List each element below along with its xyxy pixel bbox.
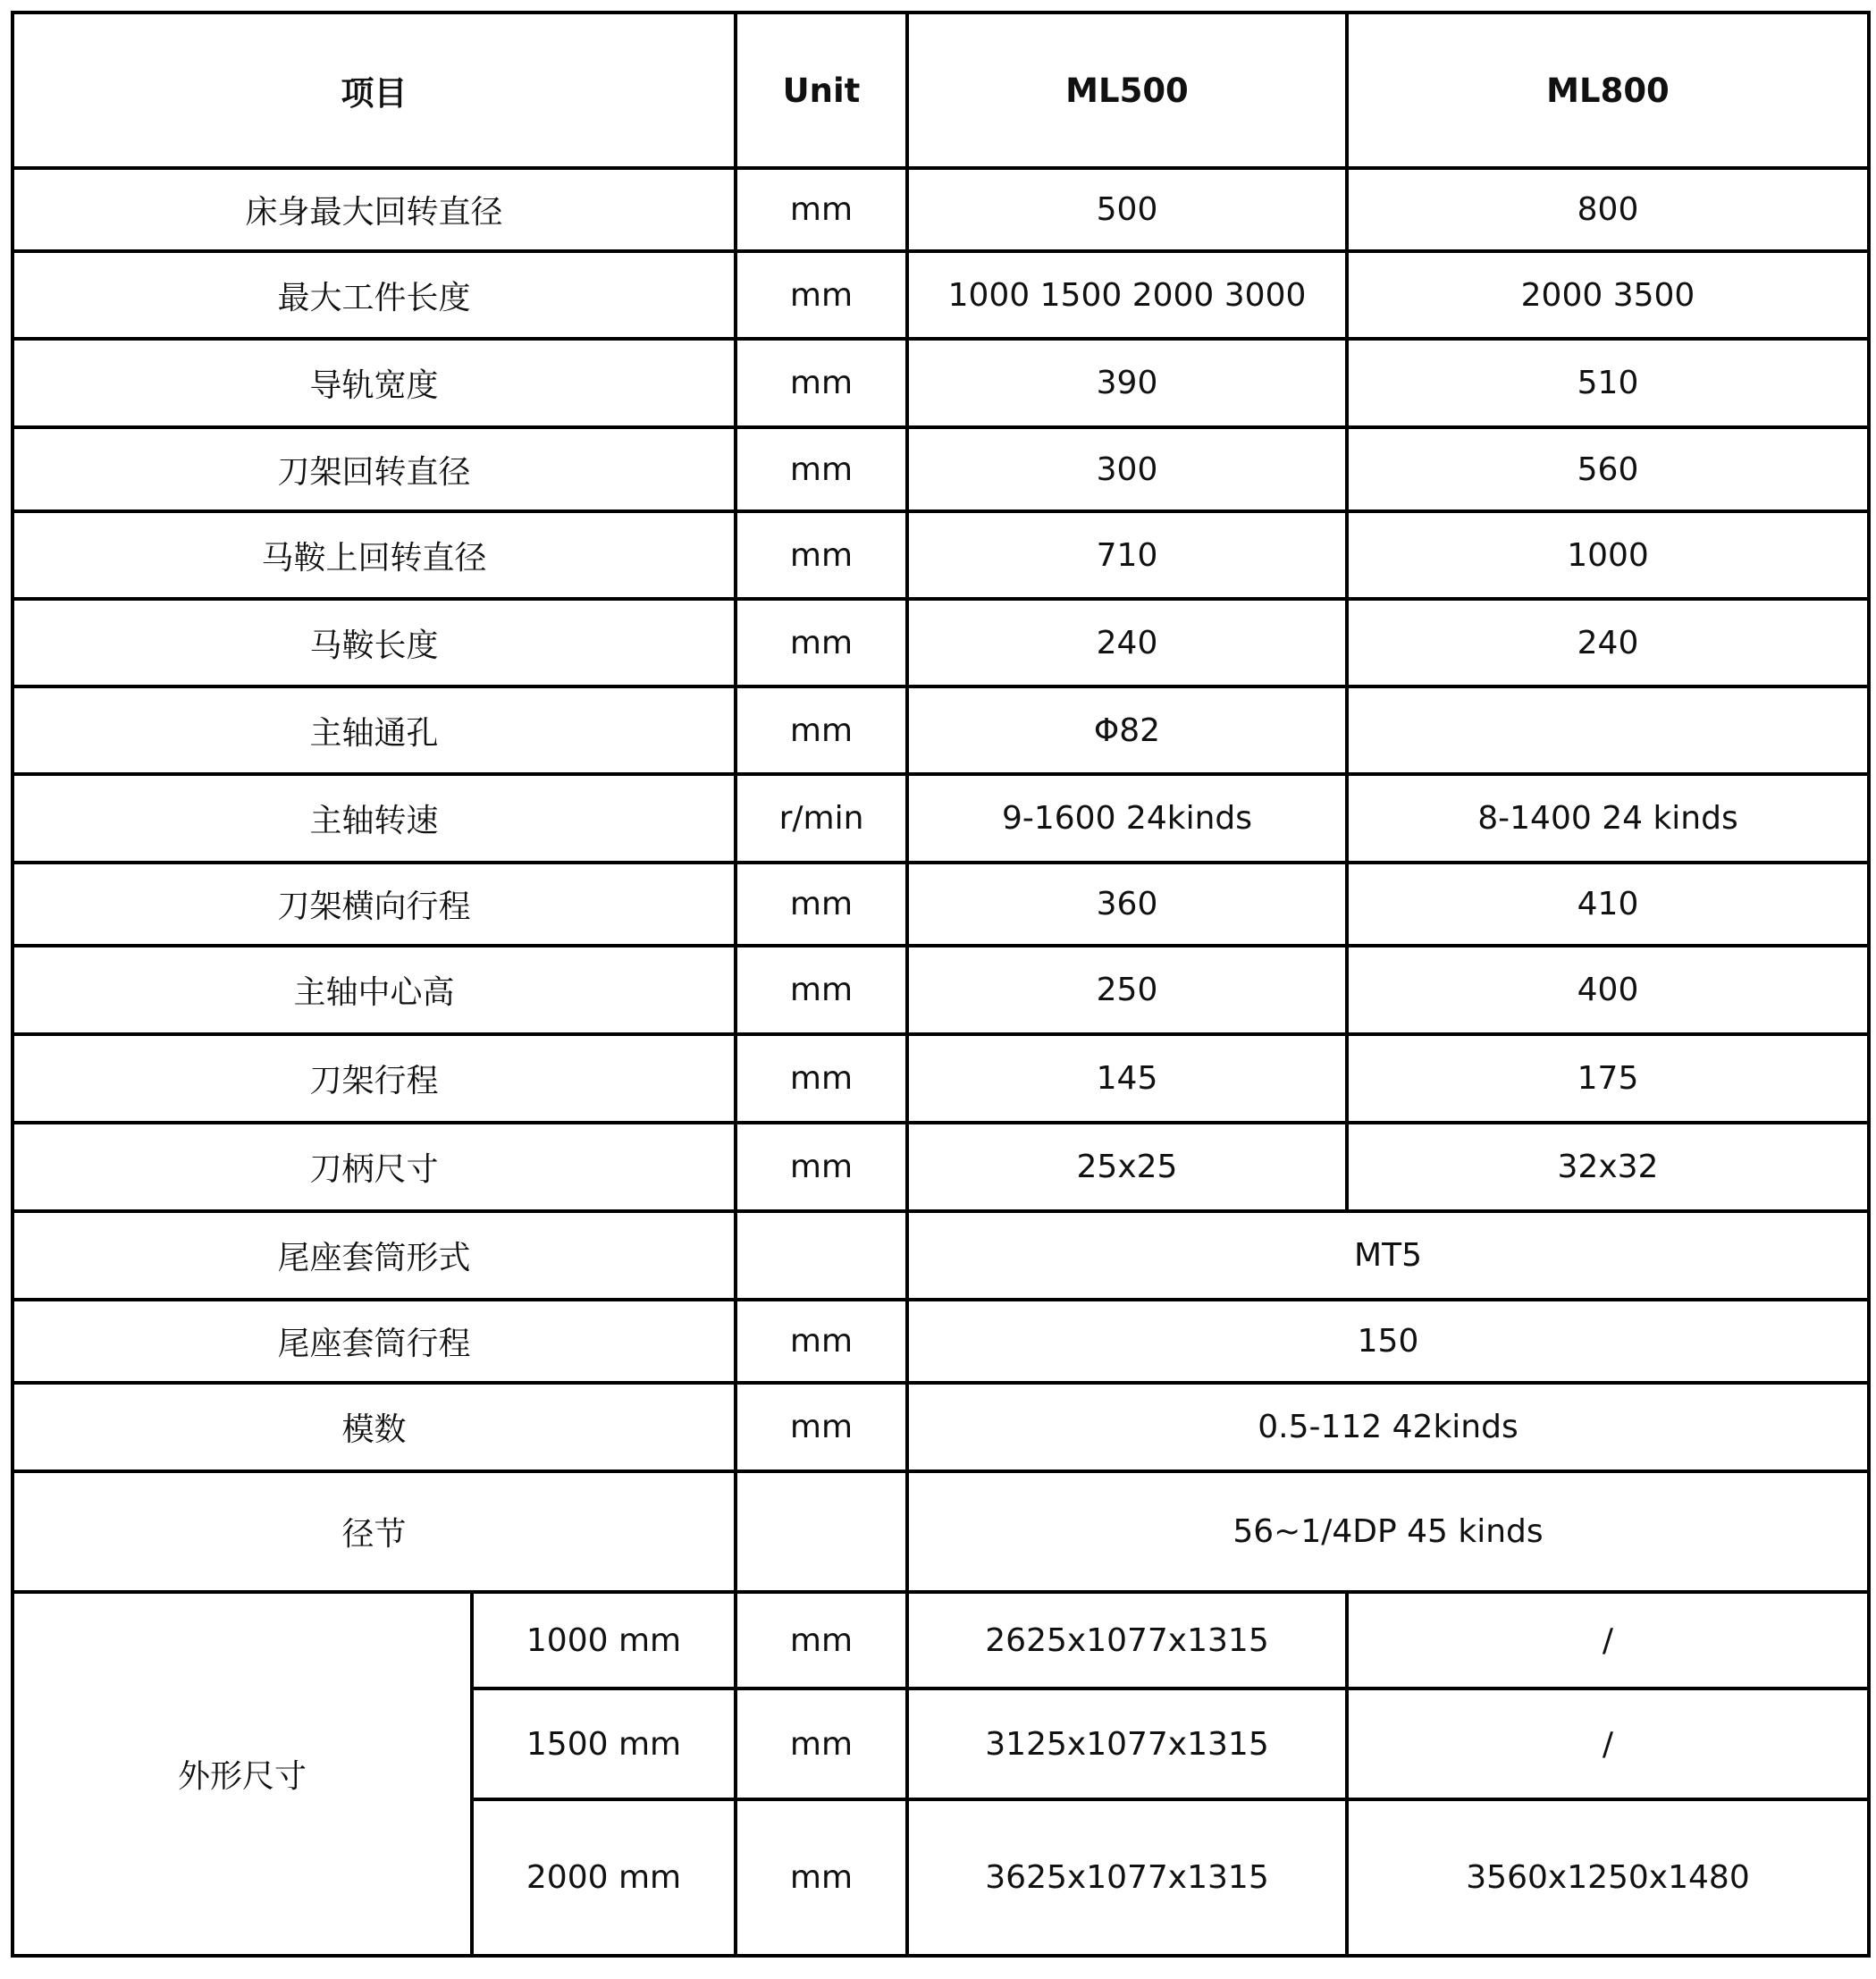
row-unit: mm [736, 1123, 907, 1211]
row-value-a: 240 [907, 599, 1347, 686]
row-value-shared: 0.5-112 42kinds [907, 1383, 1869, 1471]
row-value-a: 1000 1500 2000 3000 [907, 251, 1347, 339]
row-item: 最大工件长度 [13, 251, 736, 339]
row-value-a: Φ82 [907, 686, 1347, 774]
row-item: 马鞍长度 [13, 599, 736, 686]
row-value-b: 410 [1347, 863, 1869, 946]
row-item: 尾座套筒行程 [13, 1300, 736, 1383]
row-unit: mm [736, 599, 907, 686]
table-row [13, 774, 1869, 863]
row-value-b: 800 [1347, 168, 1869, 251]
row-unit: mm [736, 251, 907, 339]
row-item: 刀架行程 [13, 1034, 736, 1123]
row-value-b: 3560x1250x1480 [1347, 1799, 1869, 1956]
row-value-a: 3125x1077x1315 [907, 1688, 1347, 1799]
row-value-shared: MT5 [907, 1211, 1869, 1300]
table-row [13, 1123, 1869, 1211]
table-row [13, 686, 1869, 774]
row-unit: mm [736, 863, 907, 946]
row-value-a: 300 [907, 427, 1347, 511]
row-unit: mm [736, 511, 907, 599]
row-unit: mm [736, 168, 907, 251]
row-unit: mm [736, 1799, 907, 1956]
row-value-b: 175 [1347, 1034, 1869, 1123]
row-item: 主轴通孔 [13, 686, 736, 774]
row-value-shared: 56~1/4DP 45 kinds [907, 1471, 1869, 1592]
row-item: 床身最大回转直径 [13, 168, 736, 251]
table-row-merged [13, 1211, 1869, 1300]
row-value-b: 32x32 [1347, 1123, 1869, 1211]
table-row [13, 863, 1869, 946]
table-row [13, 599, 1869, 686]
row-unit: mm [736, 1592, 907, 1688]
row-value-a: 710 [907, 511, 1347, 599]
dimension-row [13, 1592, 1869, 1688]
table-row-merged [13, 1300, 1869, 1383]
row-value-a: 390 [907, 339, 1347, 427]
dimension-length: 2000 mm [472, 1799, 736, 1956]
row-unit: mm [736, 946, 907, 1034]
header-unit: Unit [736, 13, 907, 168]
header-row [13, 13, 1869, 168]
dimension-length: 1000 mm [472, 1592, 736, 1688]
row-unit: mm [736, 427, 907, 511]
row-unit [736, 1471, 907, 1592]
table-row [13, 339, 1869, 427]
row-value-a: 500 [907, 168, 1347, 251]
row-value-b: 560 [1347, 427, 1869, 511]
row-value-b [1347, 686, 1869, 774]
row-item: 尾座套筒形式 [13, 1211, 736, 1300]
table-row [13, 251, 1869, 339]
row-item: 刀架横向行程 [13, 863, 736, 946]
row-unit: mm [736, 1034, 907, 1123]
row-item: 模数 [13, 1383, 736, 1471]
dimension-length: 1500 mm [472, 1688, 736, 1799]
row-value-a: 2625x1077x1315 [907, 1592, 1347, 1688]
table-row [13, 511, 1869, 599]
row-unit: mm [736, 1383, 907, 1471]
header-model-b: ML800 [1347, 13, 1869, 168]
table-row-merged [13, 1471, 1869, 1592]
row-value-b: 1000 [1347, 511, 1869, 599]
header-item: 项目 [13, 13, 736, 168]
row-value-a: 9-1600 24kinds [907, 774, 1347, 863]
row-unit: mm [736, 339, 907, 427]
row-value-b: 8-1400 24 kinds [1347, 774, 1869, 863]
row-value-b: 510 [1347, 339, 1869, 427]
row-unit: r/min [736, 774, 907, 863]
row-value-b: 400 [1347, 946, 1869, 1034]
row-item: 刀柄尺寸 [13, 1123, 736, 1211]
row-value-b: / [1347, 1592, 1869, 1688]
row-item: 马鞍上回转直径 [13, 511, 736, 599]
row-value-a: 360 [907, 863, 1347, 946]
row-value-a: 25x25 [907, 1123, 1347, 1211]
row-unit: mm [736, 1300, 907, 1383]
row-item: 刀架回转直径 [13, 427, 736, 511]
table-row [13, 427, 1869, 511]
row-value-a: 3625x1077x1315 [907, 1799, 1347, 1956]
row-value-a: 250 [907, 946, 1347, 1034]
row-item: 主轴中心高 [13, 946, 736, 1034]
table-row [13, 1034, 1869, 1123]
row-value-b: / [1347, 1688, 1869, 1799]
spec-table [11, 11, 1871, 1958]
table-row-merged [13, 1383, 1869, 1471]
row-value-b: 2000 3500 [1347, 251, 1869, 339]
table-row [13, 946, 1869, 1034]
header-model-a: ML500 [907, 13, 1347, 168]
row-item: 径节 [13, 1471, 736, 1592]
row-item: 主轴转速 [13, 774, 736, 863]
row-unit [736, 1211, 907, 1300]
row-unit: mm [736, 1688, 907, 1799]
row-unit: mm [736, 686, 907, 774]
row-value-shared: 150 [907, 1300, 1869, 1383]
row-value-b: 240 [1347, 599, 1869, 686]
table-row [13, 168, 1869, 251]
row-item: 导轨宽度 [13, 339, 736, 427]
row-value-a: 145 [907, 1034, 1347, 1123]
dimension-label: 外形尺寸 [13, 1592, 472, 1956]
